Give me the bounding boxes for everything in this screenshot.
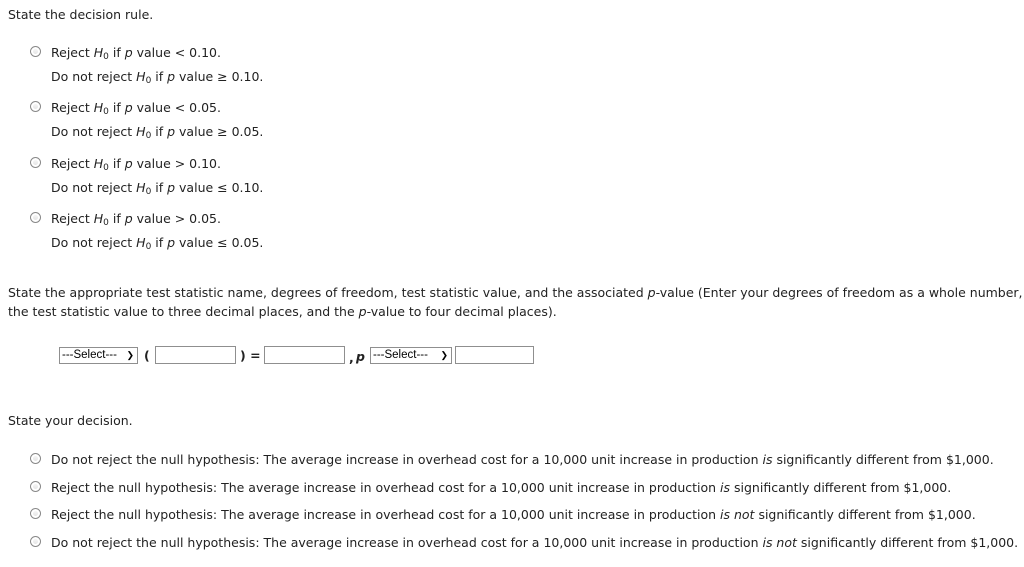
decision-option-text: Do not reject the null hypothesis: The average increase in overhead cost for a 10,000 unit increase in production is significantly different from $1,000.	[51, 452, 994, 467]
decision-rule-radio[interactable]	[30, 157, 41, 168]
decision-rule-reject-text: Reject $H_0$ if p value > 0.10.	[51, 156, 221, 173]
chevron-down-icon: ❯	[440, 350, 448, 360]
decision-rule-do-not-reject-text: Do not reject $H_0$ if p value ≥ 0.05.	[51, 124, 264, 141]
comma-separator: ,	[349, 350, 354, 365]
decision-rule-reject-text: Reject $H_0$ if p value < 0.05.	[51, 100, 221, 117]
decision-option-text: Reject the null hypothesis: The average increase in overhead cost for a 10,000 unit increase in production is not significantly different from $1,000.	[51, 507, 976, 522]
decision-radio[interactable]	[30, 536, 41, 547]
open-paren: (	[144, 348, 150, 363]
decision-radio[interactable]	[30, 508, 41, 519]
p-value-input[interactable]	[455, 346, 534, 364]
decision-rule-do-not-reject-text: Do not reject $H_0$ if p value ≤ 0.10.	[51, 180, 264, 197]
p-label: p	[356, 349, 365, 364]
decision-rule-radio[interactable]	[30, 101, 41, 112]
decision-option-text: Do not reject the null hypothesis: The average increase in overhead cost for a 10,000 unit increase in production is not significantly different from $1,000.	[51, 535, 1019, 550]
decision-rule-do-not-reject-text: Do not reject $H_0$ if p value ≥ 0.10.	[51, 69, 264, 86]
close-paren-equals: ) =	[240, 348, 261, 363]
degrees-of-freedom-input[interactable]	[155, 346, 236, 364]
test-statistic-prompt-line2: the test statistic value to three decimal places, and the p-value to four decimal places).	[8, 304, 557, 319]
decision-rule-do-not-reject-text: Do not reject $H_0$ if p value ≤ 0.05.	[51, 235, 264, 252]
decision-prompt: State your decision.	[8, 413, 133, 428]
decision-rule-reject-text: Reject $H_0$ if p value > 0.05.	[51, 211, 221, 228]
decision-rule-reject-text: Reject $H_0$ if p value < 0.10.	[51, 45, 221, 62]
chevron-down-icon: ❯	[126, 350, 134, 360]
decision-rule-prompt: State the decision rule.	[8, 7, 154, 22]
test-statistic-select[interactable]: ---Select--- ❯	[59, 347, 138, 364]
p-value-select[interactable]: ---Select--- ❯	[370, 347, 452, 364]
decision-radio[interactable]	[30, 481, 41, 492]
decision-rule-radio[interactable]	[30, 46, 41, 57]
test-statistic-value-input[interactable]	[264, 346, 345, 364]
decision-radio[interactable]	[30, 453, 41, 464]
test-statistic-prompt-line1: State the appropriate test statistic name, degrees of freedom, test statistic value, and the associated p-value (Enter your degrees of freedom as a whole number,	[8, 285, 1023, 300]
decision-rule-radio[interactable]	[30, 212, 41, 223]
decision-option-text: Reject the null hypothesis: The average increase in overhead cost for a 10,000 unit increase in production is significantly different from $1,000.	[51, 480, 952, 495]
